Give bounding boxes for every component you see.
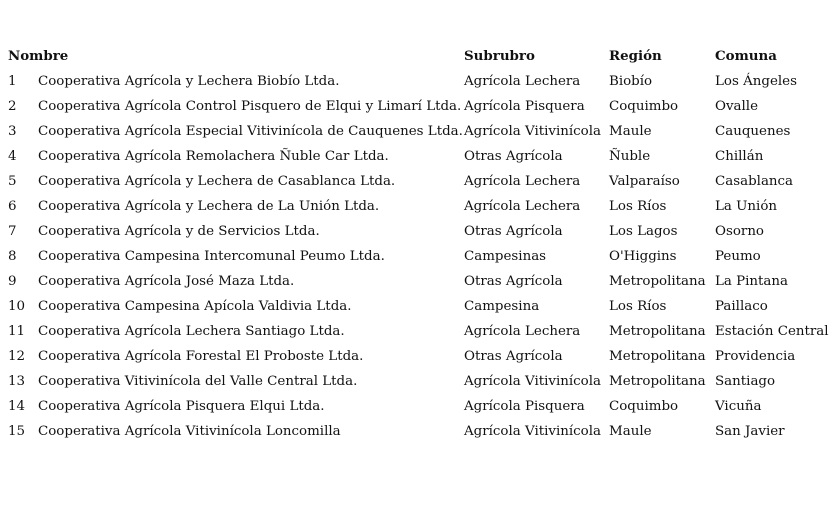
cell-region: Maule <box>609 424 652 439</box>
row-number: 7 <box>8 224 17 239</box>
header-subrubro: Subrubro <box>464 48 535 64</box>
cell-subrubro: Agrícola Vitivinícola <box>464 124 601 139</box>
cell-subrubro: Agrícola Lechera <box>464 324 581 339</box>
cell-nombre: Cooperativa Agrícola y de Servicios Ltda. <box>38 224 320 239</box>
cell-region: Valparaíso <box>609 174 680 189</box>
table-row <box>0 269 836 294</box>
cell-subrubro: Agrícola Vitivinícola <box>464 374 601 389</box>
cell-comuna: Peumo <box>715 249 761 264</box>
row-number: 12 <box>8 349 26 364</box>
table-row <box>0 344 836 369</box>
cell-comuna: Osorno <box>715 224 764 239</box>
cell-region: Metropolitana <box>609 374 706 389</box>
row-number: 14 <box>8 399 26 414</box>
cell-subrubro: Otras Agrícola <box>464 224 563 239</box>
cell-subrubro: Agrícola Vitivinícola <box>464 424 601 439</box>
row-number: 8 <box>8 249 17 264</box>
table-row <box>0 94 836 119</box>
cell-region: Metropolitana <box>609 324 706 339</box>
header-nombre: Nombre <box>8 48 69 64</box>
table-row <box>0 369 836 394</box>
cell-nombre: Cooperativa Campesina Intercomunal Peumo Ltda. <box>38 249 385 264</box>
cell-subrubro: Otras Agrícola <box>464 349 563 364</box>
table-row <box>0 169 836 194</box>
header-region: Región <box>609 48 662 64</box>
row-number: 1 <box>8 74 17 89</box>
cell-subrubro: Agrícola Pisquera <box>464 399 585 414</box>
table-row <box>0 319 836 344</box>
table-row <box>0 244 836 269</box>
cell-nombre: Cooperativa Agrícola José Maza Ltda. <box>38 274 295 289</box>
row-number: 4 <box>8 149 17 164</box>
row-number: 9 <box>8 274 17 289</box>
cell-nombre: Cooperativa Campesina Apícola Valdivia Ltda. <box>38 299 352 314</box>
table-row <box>0 194 836 219</box>
cell-subrubro: Agrícola Pisquera <box>464 99 585 114</box>
cell-comuna: Providencia <box>715 349 796 364</box>
cell-region: Maule <box>609 124 652 139</box>
cell-nombre: Cooperativa Agrícola y Lechera Biobío Ltda. <box>38 74 340 89</box>
table-row <box>0 119 836 144</box>
cell-region: Los Ríos <box>609 199 667 214</box>
cell-comuna: Ovalle <box>715 99 759 114</box>
cell-nombre: Cooperativa Agrícola Forestal El Proboste Ltda. <box>38 349 364 364</box>
table-row <box>0 219 836 244</box>
row-number: 10 <box>8 299 26 314</box>
table-header-row <box>0 44 836 69</box>
row-number: 13 <box>8 374 26 389</box>
cell-region: Biobío <box>609 74 653 89</box>
cell-region: Coquimbo <box>609 99 679 114</box>
cell-nombre: Cooperativa Agrícola Lechera Santiago Ltda. <box>38 324 345 339</box>
cell-region: Coquimbo <box>609 399 679 414</box>
cell-region: Metropolitana <box>609 349 706 364</box>
table-row <box>0 394 836 419</box>
cell-comuna: Cauquenes <box>715 124 791 139</box>
row-number: 15 <box>8 424 26 439</box>
cell-region: Metropolitana <box>609 274 706 289</box>
row-number: 11 <box>8 324 26 339</box>
cell-subrubro: Agrícola Lechera <box>464 74 581 89</box>
cell-nombre: Cooperativa Agrícola Remolachera Ñuble Car Ltda. <box>38 149 389 164</box>
cell-comuna: Los Ángeles <box>715 74 797 89</box>
cell-nombre: Cooperativa Agrícola y Lechera de Casablanca Ltda. <box>38 174 396 189</box>
cell-comuna: Santiago <box>715 374 776 389</box>
cell-subrubro: Otras Agrícola <box>464 149 563 164</box>
cell-region: O'Higgins <box>609 249 677 264</box>
cell-subrubro: Campesinas <box>464 249 547 264</box>
row-number: 6 <box>8 199 17 214</box>
cell-region: Los Lagos <box>609 224 678 239</box>
cell-comuna: Paillaco <box>715 299 768 314</box>
cell-nombre: Cooperativa Agrícola Pisquera Elqui Ltda. <box>38 399 325 414</box>
cell-subrubro: Otras Agrícola <box>464 274 563 289</box>
table-body <box>0 69 836 444</box>
cell-region: Ñuble <box>609 149 651 164</box>
table-row <box>0 69 836 94</box>
table-row <box>0 419 836 444</box>
cell-comuna: Estación Central <box>715 324 829 339</box>
header-comuna: Comuna <box>715 48 777 64</box>
cell-nombre: Cooperativa Agrícola Control Pisquero de Elqui y Limarí Ltda. <box>38 99 462 114</box>
cell-nombre: Cooperativa Vitivinícola del Valle Central Ltda. <box>38 374 358 389</box>
row-number: 3 <box>8 124 17 139</box>
cell-comuna: Casablanca <box>715 174 794 189</box>
cell-nombre: Cooperativa Agrícola Vitivinícola Loncomilla <box>38 424 341 439</box>
cell-subrubro: Agrícola Lechera <box>464 174 581 189</box>
cell-comuna: La Unión <box>715 199 778 214</box>
table-row <box>0 294 836 319</box>
cell-comuna: La Pintana <box>715 274 789 289</box>
cell-nombre: Cooperativa Agrícola Especial Vitivinícola de Cauquenes Ltda. <box>38 124 463 139</box>
cell-comuna: Vicuña <box>715 399 762 414</box>
cell-subrubro: Agrícola Lechera <box>464 199 581 214</box>
cell-subrubro: Campesina <box>464 299 540 314</box>
cell-comuna: San Javier <box>715 424 785 439</box>
cell-nombre: Cooperativa Agrícola y Lechera de La Unión Ltda. <box>38 199 380 214</box>
cell-region: Los Ríos <box>609 299 667 314</box>
table-row <box>0 144 836 169</box>
cell-comuna: Chillán <box>715 149 764 164</box>
cooperatives-table <box>0 44 836 444</box>
row-number: 2 <box>8 99 17 114</box>
row-number: 5 <box>8 174 17 189</box>
